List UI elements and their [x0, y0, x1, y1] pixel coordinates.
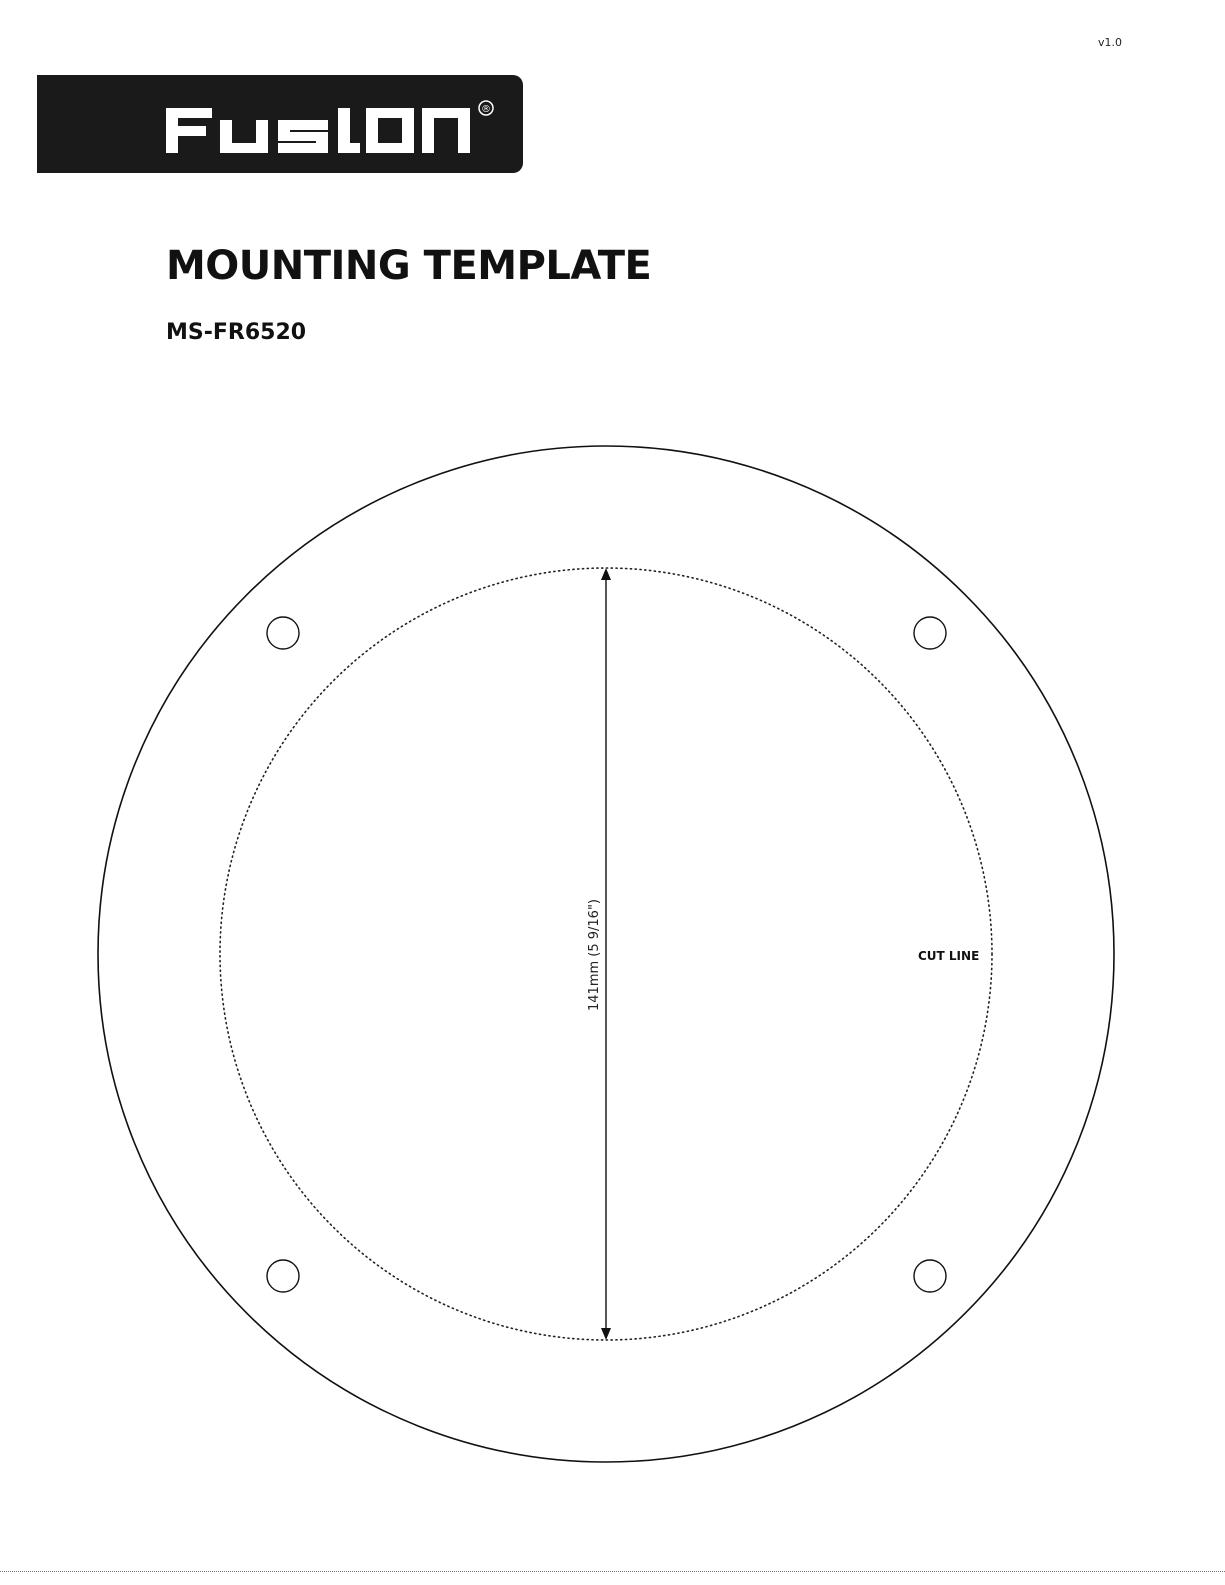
dimension-label: 141mm (5 9/16") [587, 899, 602, 1011]
registered-mark: ® [481, 104, 491, 115]
dimension-arrow-bottom [601, 1328, 611, 1340]
screw-hole-bottom-left [267, 1260, 299, 1292]
page-bottom-edge [0, 1571, 1225, 1572]
screw-hole-top-left [267, 617, 299, 649]
page-title: MOUNTING TEMPLATE [166, 243, 652, 289]
dimension-arrow-top [601, 568, 611, 580]
version-label: v1.0 [1098, 36, 1123, 49]
cut-line-label: CUT LINE [918, 949, 980, 963]
screw-hole-bottom-right [914, 1260, 946, 1292]
screw-hole-top-right [914, 617, 946, 649]
model-number: MS-FR6520 [166, 320, 307, 345]
